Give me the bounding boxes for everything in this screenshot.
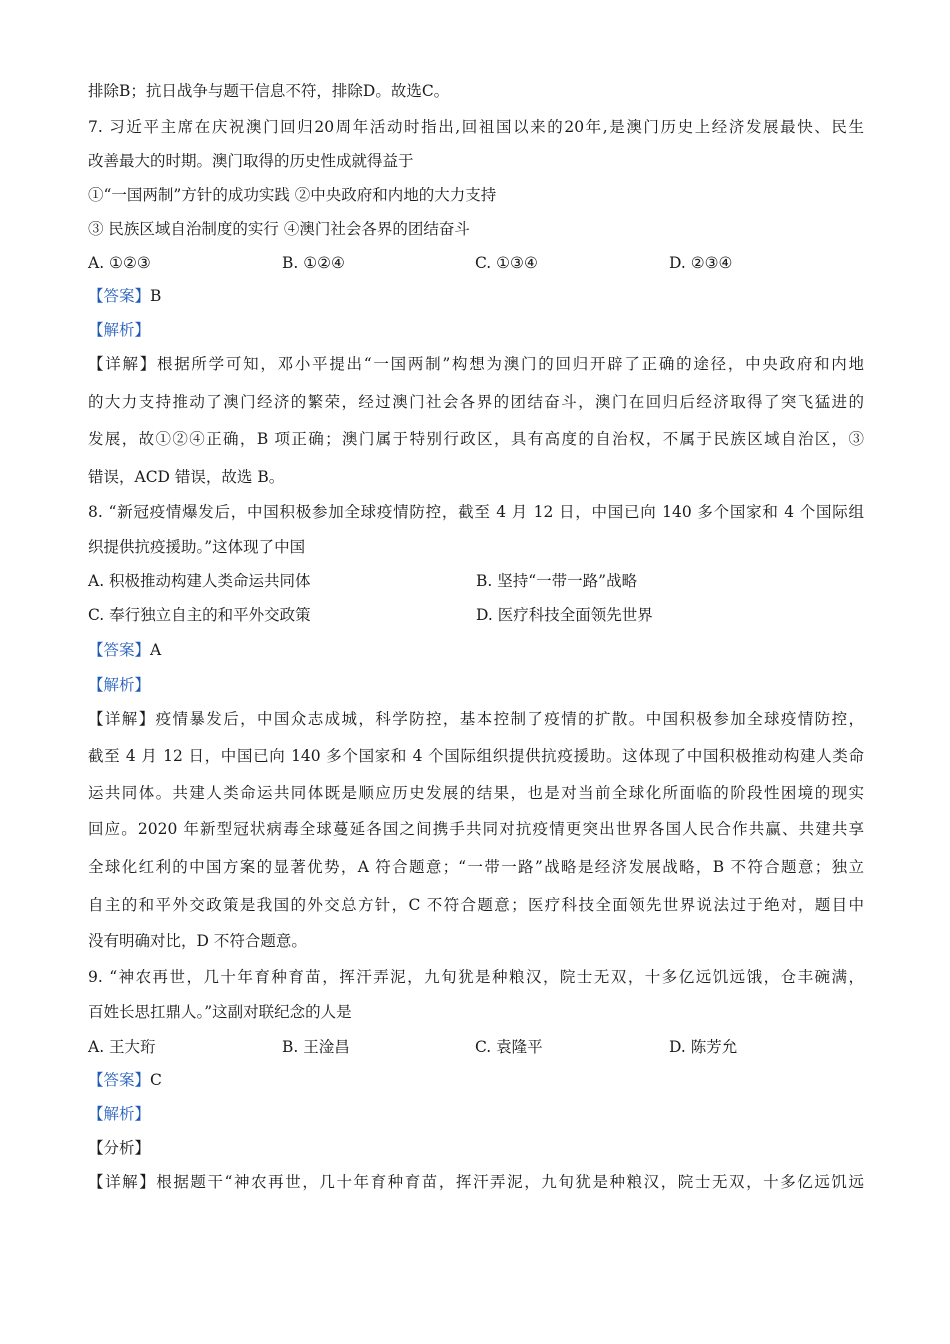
- detail-tag: 【详解】: [88, 355, 157, 373]
- option-b: B. 王淦昌: [282, 1038, 350, 1056]
- detail-text: 截至 4 月 12 日，中国已向 140 多个国家和 4 个国际组织提供抗疫援助。这体现了中国积极推动构建人类命: [88, 747, 864, 765]
- analysis-tag: 【解析】: [88, 1105, 151, 1123]
- detail-text: 错误，ACD 错误，故选 B。: [88, 468, 285, 486]
- answer-tag: 【答案】: [88, 287, 151, 305]
- option-d: D. 医疗科技全面领先世界: [476, 606, 653, 624]
- detail-line: [88, 708, 864, 730]
- option-b: B. ①②④: [282, 254, 345, 272]
- question-8-stem: 8. “新冠疫情爆发后，中国积极参加全球疫情防控，截至 4 月 12 日，中国已向 140 多个国家和 4 个国际组: [88, 503, 864, 521]
- analysis-tag: 【解析】: [88, 676, 151, 694]
- detail-text: 根据所学可知，邓小平提出“一国两制”构想为澳门的回归开辟了正确的途径，中央政府和内地: [156, 355, 864, 373]
- option-a: A. 王大珩: [88, 1038, 156, 1056]
- detail-line: [88, 1171, 864, 1193]
- analysis-tag-line: [88, 319, 864, 341]
- answer-line: [88, 1069, 864, 1091]
- question-7-stem-cont: 改善最大的时期。澳门取得的历史性成就得益于: [88, 152, 414, 170]
- detail-line: [88, 353, 864, 375]
- detail-text: 运共同体。共建人类命运共同体既是顺应历史发展的结果，也是对当前全球化所面临的阶段性困境的现实: [88, 784, 864, 802]
- option-c: C. 奉行独立自主的和平外交政策: [88, 606, 311, 624]
- answer-line: [88, 639, 864, 661]
- answer-value: A: [150, 641, 162, 659]
- answer-value: C: [150, 1071, 162, 1089]
- detail-tag: 【详解】: [88, 710, 156, 728]
- option-a: A. ①②③: [88, 254, 151, 272]
- question-9-stem: 9. “神农再世，几十年育种育苗，挥汗弄泥，九旬犹是种粮汉，院士无双，十多亿远饥远饿，仓丰碗满，: [88, 968, 864, 986]
- analysis-tag: 【解析】: [88, 321, 151, 339]
- option-b: B. 坚持“一带一路”战略: [476, 572, 638, 590]
- fenxi-tag-line: [88, 1137, 864, 1159]
- option-a: A. 积极推动构建人类命运共同体: [88, 572, 311, 590]
- detail-text: 发展，故①②④正确，B 项正确；澳门属于特别行政区，具有高度的自治权，不属于民族区域自治区，③: [88, 430, 864, 448]
- question-7-stem: 7. 习近平主席在庆祝澳门回归20周年活动时指出,回祖国以来的20年,是澳门历史上经济发展最快、民生: [88, 118, 864, 136]
- option-c: C. 袁隆平: [475, 1038, 543, 1056]
- answer-line: [88, 285, 864, 307]
- detail-text: 回应。2020 年新型冠状病毒全球蔓延各国之间携手共同对抗疫情更突出世界各国人民合作共赢、共建共享: [88, 820, 864, 838]
- answer-tag: 【答案】: [88, 641, 151, 659]
- detail-text: 没有明确对比，D 不符合题意。: [88, 932, 307, 950]
- detail-text: 全球化红利的中国方案的显著优势，A 符合题意；“一带一路”战略是经济发展战略，B 不符合题意；独立: [88, 858, 864, 876]
- detail-tag: 【详解】: [88, 1173, 157, 1191]
- option-d: D. 陈芳允: [669, 1038, 738, 1056]
- option-c: C. ①③④: [475, 254, 538, 272]
- detail-text: 疫情暴发后，中国众志成城，科学防控，基本控制了疫情的扩散。中国积极参加全球疫情防控，: [155, 710, 864, 728]
- detail-text: 根据题干“神农再世，几十年育种育苗，挥汗弄泥，九旬犹是种粮汉，院士无双，十多亿远饥远: [156, 1173, 864, 1191]
- answer-tag: 【答案】: [88, 1071, 151, 1089]
- detail-text: 的大力支持推动了澳门经济的繁荣，经过澳门社会各界的团结奋斗，澳门在回归后经济取得了突飞猛进的: [88, 393, 864, 411]
- question-8-stem-cont: 织提供抗疫援助。”这体现了中国: [88, 538, 306, 556]
- question-7-item: ①“一国两制”方针的成功实践 ②中央政府和内地的大力支持: [88, 186, 497, 204]
- detail-text: 自主的和平外交政策是我国的外交总方针，C 不符合题意；医疗科技全面领先世界说法过于绝对，题目中: [88, 896, 864, 914]
- fenxi-tag: 【分析】: [88, 1139, 151, 1157]
- option-d: D. ②③④: [669, 254, 733, 272]
- analysis-tag-line: [88, 674, 864, 696]
- analysis-tag-line: [88, 1103, 864, 1125]
- answer-value: B: [150, 287, 162, 305]
- text-line: 排除B；抗日战争与题干信息不符，排除D。故选C。: [88, 82, 450, 100]
- question-9-stem-cont: 百姓长思扛鼎人。”这副对联纪念的人是: [88, 1003, 352, 1021]
- question-7-item: ③ 民族区域自治制度的实行 ④澳门社会各界的团结奋斗: [88, 220, 470, 238]
